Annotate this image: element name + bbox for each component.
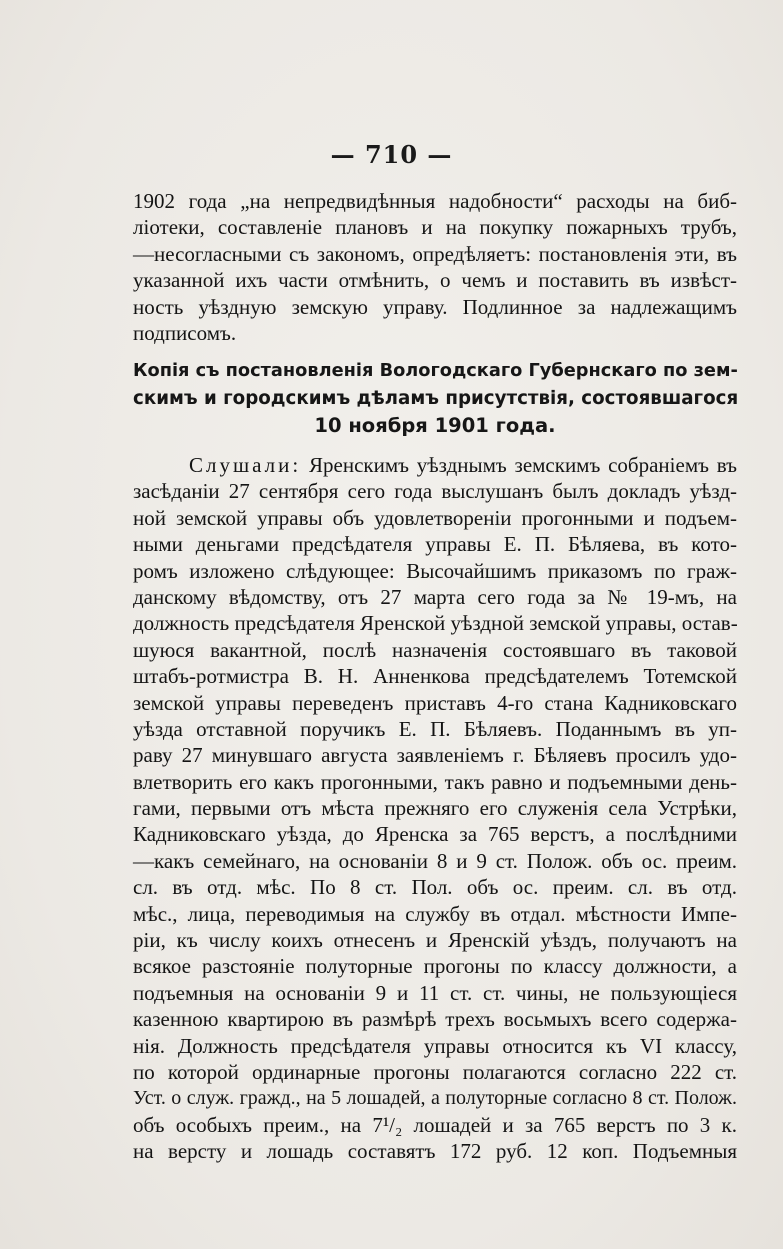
text-line: ными деньгами предсѣдателя управы Е. П. Бѣляева, въ кото- — [133, 532, 737, 557]
text-line: шуюся вакантной, послѣ назначенія состоявшаго въ таковой — [133, 637, 737, 662]
text-line: раву 27 минувшаго августа заявленіемъ г. Бѣляевъ просилъ удо- — [133, 743, 737, 768]
text-line: —какъ семейнаго, на основаніи 8 и 9 ст. Полож. объ ос. преим. — [133, 848, 737, 873]
text-line: сл. въ отд. мѣс. По 8 ст. Пол. объ ос. преим. сл. въ отд. — [133, 875, 737, 900]
text-line: штабъ-ротмистра В. Н. Анненкова предсѣдателемъ Тотемской — [133, 664, 737, 689]
text-line: данскому вѣдомству, отъ 27 марта сего года за № 19-мъ, на — [133, 584, 737, 609]
text-line: казенною квартирою въ размѣрѣ трехъ восьмыхъ всего содержа- — [133, 1007, 737, 1032]
text-line: уѣзда отставной поручикъ Е. П. Бѣляевъ. Поданнымъ въ уп- — [133, 716, 737, 741]
lead-line-text: Яренскимъ уѣзднымъ земскимъ собраніемъ въ — [309, 453, 737, 477]
text-line-lead — [133, 452, 737, 478]
text-line: ромъ изложено слѣдующее: Высочайшимъ приказомъ по граж- — [133, 558, 737, 583]
text-line: подъемныя на основаніи 9 и 11 ст. ст. чины, не пользующіеся — [133, 980, 737, 1005]
text-line: на версту и лошадь составятъ 172 руб. 12 коп. Подъемныя — [133, 1139, 737, 1164]
paragraph-1 — [133, 188, 737, 346]
heading-line: скимъ и городскимъ дѣламъ присутствія, состоявшагося — [133, 388, 739, 409]
text-line: засѣданіи 27 сентября сего года выслушанъ былъ докладъ уѣзд- — [133, 479, 737, 504]
text-line: —несогласными съ закономъ, опредѣляетъ: постановленія эти, въ — [133, 241, 737, 266]
text-line: объ особыхъ преим., на 7¹/₂ лошадей и за 765 верстъ по 3 к. — [133, 1112, 737, 1137]
heading-line: Копія съ постановленія Вологодскаго Губернскаго по зем- — [133, 361, 738, 381]
heading-line: 10 ноября 1901 года. — [314, 414, 556, 437]
page-number: — 710 — — [330, 140, 453, 169]
text-line: указанной ихъ части отмѣнить, о чемъ и поставить въ извѣст- — [133, 268, 737, 293]
text-line: Кадниковскаго уѣзда, до Яренска за 765 верстъ, а послѣдними — [133, 822, 737, 847]
text-line: земской управы переведенъ приставъ 4-го стана Кадниковскаго — [133, 690, 737, 715]
text-line: влетворить его какъ прогонными, такъ равно и подъемными день- — [133, 769, 737, 794]
text-line: всякое разстояніе полуторные прогоны по классу должности, а — [133, 954, 737, 979]
section-heading — [133, 358, 737, 439]
text-line: по которой ординарные прогоны полагаются согласно 222 ст. — [133, 1059, 737, 1084]
text-line: ной земской управы объ удовлетвореніи прогонными и подъем- — [133, 505, 737, 530]
text-line: гами, первыми отъ мѣста прежняго его служенія села Устрѣки, — [133, 796, 737, 821]
text-line: 1902 года „на непредвидѣнныя надобности“ расходы на биб- — [133, 189, 737, 213]
text-line: нія. Должность предсѣдателя управы относится къ VI классу, — [133, 1033, 737, 1058]
text-line: должность предсѣдателя Яренской уѣздной земской управы, остав- — [133, 611, 738, 636]
paragraph-2 — [133, 452, 737, 1165]
text-line: ліотеки, составленіе плановъ и на покупку пожарныхъ трубъ, — [133, 215, 737, 240]
text-line: ность уѣздную земскую управу. Подлинное за надлежащимъ — [133, 294, 737, 319]
text-line: ріи, къ числу коихъ отнесенъ и Яренскій уѣздъ, получаютъ на — [133, 928, 737, 953]
lead-word: Слушали: — [189, 453, 302, 477]
text-line: мѣс., лица, переводимыя на службу въ отдал. мѣстности Импе- — [133, 901, 737, 926]
text-line: Уст. о служ. гражд., на 5 лошадей, а полуторные согласно 8 ст. Полож. — [133, 1087, 737, 1110]
text-line: подписомъ. — [133, 320, 237, 345]
